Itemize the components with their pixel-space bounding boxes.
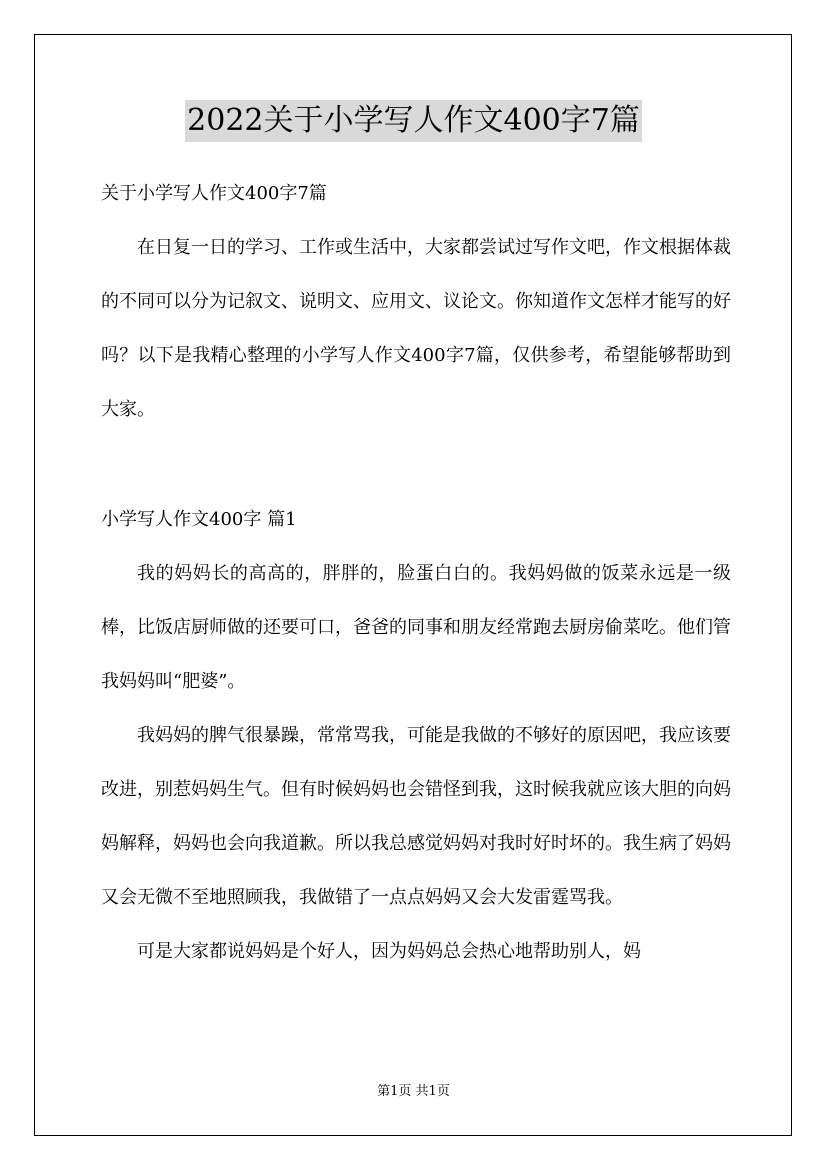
page-footer: 第1页 共1页 (377, 1084, 450, 1099)
document-subtitle: 关于小学写人作文400字7篇 (101, 183, 327, 204)
essay-paragraph-3: 可是大家都说妈妈是个好人，因为妈妈总会热心地帮助别人，妈 (137, 941, 641, 962)
section-heading: 小学写人作文400字 篇1 (101, 509, 297, 530)
essay-paragraph-1: 我的妈妈长的高高的，胖胖的，脸蛋白白的。我妈妈做的饭菜永远是一级棒，比饭店厨师做的还要可口，爸爸的同事和朋友经常跑去厨房偷菜吃。他们管我妈妈叫“肥婆”。 (101, 563, 731, 692)
title-container (0, 100, 827, 142)
intro-paragraph: 在日复一日的学习、工作或生活中，大家都尝试过写作文吧，作文根据体裁的不同可以分为记叙文、说明文、应用文、议论文。你知道作文怎样才能写的好吗？以下是我精心整理的小学写人作文400字7篇，仅供参考，希望能够帮助到大家。 (101, 237, 731, 420)
document-title: 2022关于小学写人作文400字7篇 (185, 100, 642, 142)
essay-paragraph-2: 我妈妈的脾气很暴躁，常常骂我，可能是我做的不够好的原因吧，我应该要改进，别惹妈妈生气。但有时候妈妈也会错怪到我，这时候我就应该大胆的向妈妈解释，妈妈也会向我道歉。所以我总感觉妈妈对我时好时坏的。我生病了妈妈又会无微不至地照顾我，我做错了一点点妈妈又会大发雷霆骂我。 (101, 725, 731, 908)
essay-body (101, 547, 731, 979)
